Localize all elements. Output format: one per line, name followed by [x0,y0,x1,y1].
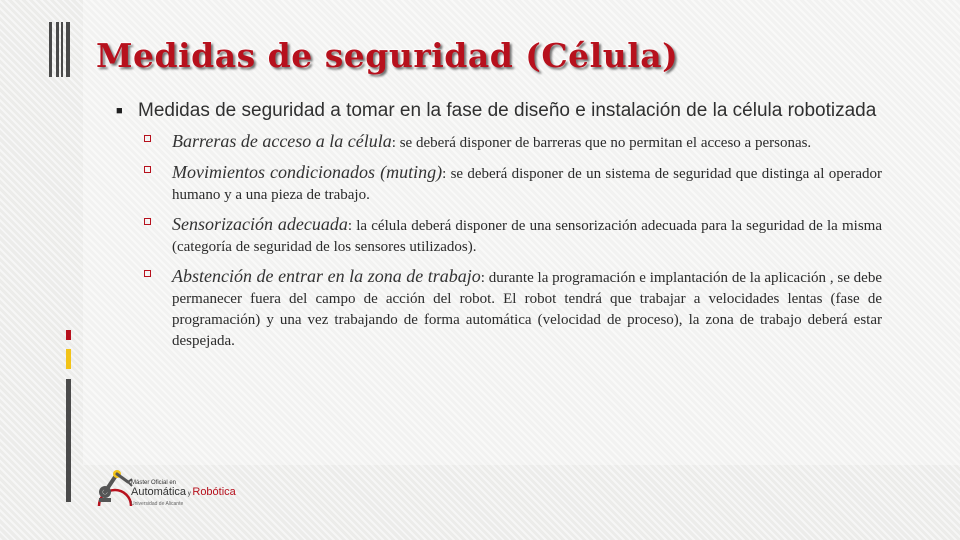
item-term: Barreras de acceso a la célula [172,131,392,151]
accent-bar-yellow [66,349,71,369]
hollow-square-bullet-icon [144,218,151,225]
item-term: Abstención de entrar en la zona de trabajo [172,266,481,286]
square-bullet-icon: ■ [116,105,123,117]
item-separator: : [391,135,400,151]
item-separator: : [347,218,357,234]
page-title: Medidas de seguridad (Célula) [96,36,679,75]
logo-robotica: Robótica [192,486,236,498]
item-separator: : [480,270,489,286]
robot-arm-logo-icon [95,462,135,510]
logo-line1: Máster Oficial en [131,480,177,486]
logo-y: y [186,491,193,497]
logo-automatica: Automática [131,486,187,498]
decorative-lines [0,0,80,90]
item-text: se deberá disponer de un sistema de seguridad que distinga al operador humano y a una pieza de trabajo. [172,166,882,203]
content-body [116,98,886,352]
hollow-square-bullet-icon [144,270,151,277]
sub-bullet-item [172,131,886,154]
logo-line2 [131,486,236,500]
main-bullet [116,98,886,123]
hollow-square-bullet-icon [144,135,151,142]
logo-line3: Universidad de Alicante [131,501,184,507]
item-text: durante la programación e implantación de la aplicación , se debe permanecer fuera del campo de acción del robot. El robot tendrá que trabajar a velocidades lentas (fase de programación) y una vez trabajando de forma automática (velocidad de proceso), la zona de trabajo deberá estar despejada. [172,270,882,349]
main-bullet-text: Medidas de seguridad a tomar en la fase de diseño e instalación de la célula robotizada [138,100,877,121]
sub-bullet-item [172,214,886,258]
sub-bullet-item [172,266,886,352]
item-term: Sensorización adecuada [172,214,348,234]
sub-bullet-item [172,162,886,206]
item-separator: : [442,166,451,182]
hollow-square-bullet-icon [144,166,151,173]
accent-bar-red [66,330,71,340]
item-text: se deberá disponer de barreras que no permitan el acceso a personas. [399,135,812,151]
accent-bar-gray [66,379,71,502]
item-term: Movimientos condicionados (muting) [172,162,443,182]
item-text: la célula deberá disponer de una sensorización adecuada para la seguridad de la misma (categoría de seguridad de los sensores utilizados). [172,218,882,255]
